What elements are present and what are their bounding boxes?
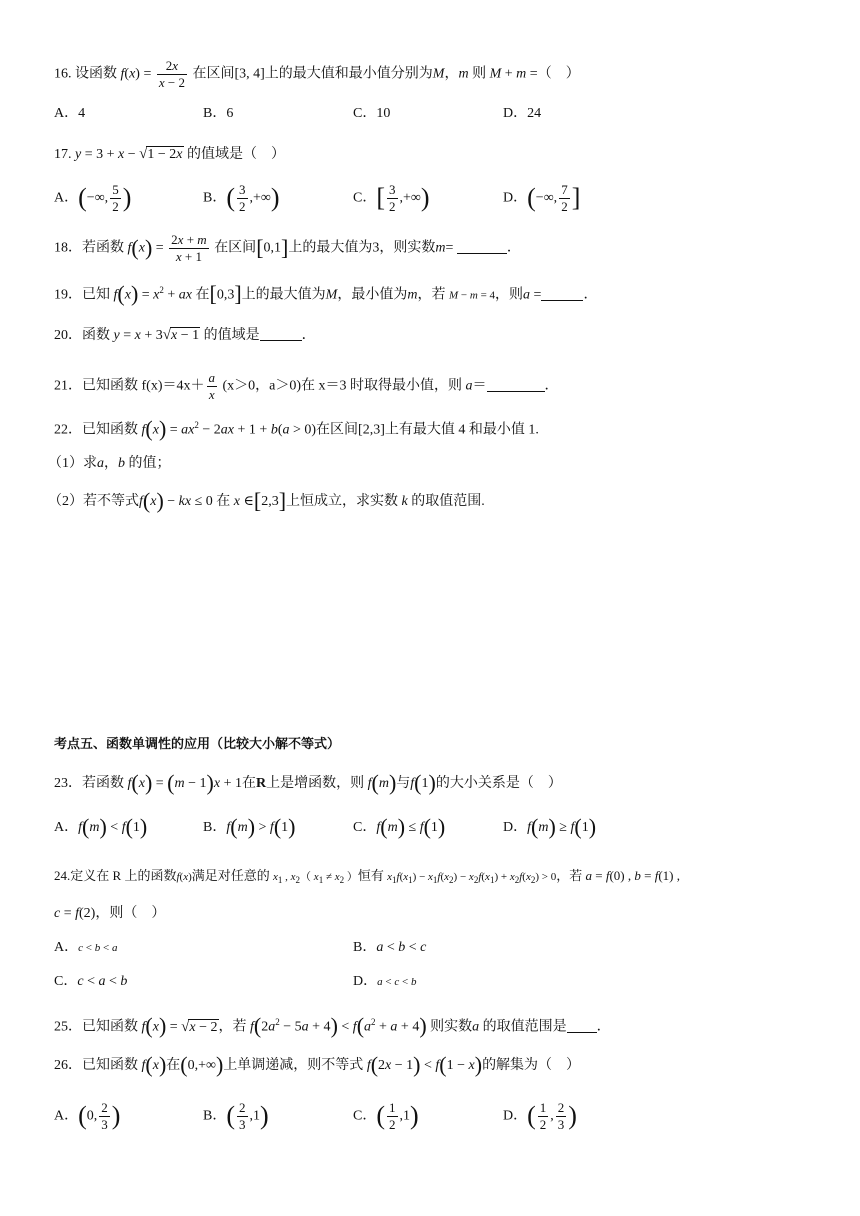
question-25: 25．已知函数 f(x) = √x − 2，若 $f(2a^2 - 5a + 4) < f(a^2 + a + 4)$ 则实数a 的取值范围是 ．	[54, 1013, 611, 1039]
question-26: 26．已知函数 f(x)在(0,+∞)上单调递减，则不等式 f(2x − 1) < f(1 − x)的解集为（ ）	[54, 1052, 581, 1077]
fraction: $\frac{2x}{x - 2}$	[158, 58, 185, 90]
question-19: 19．已知 $f(x) = x^2$ + ax 在[0,3]上的最大值为M，最小值为m，若 M − m = 4，则a = ．	[54, 281, 598, 307]
option-d: D．(−∞, $\frac{7}{2}$ ]	[503, 182, 581, 214]
option-c: C．( $\frac{1}{2}$ ,1)	[353, 1100, 419, 1132]
option-a: A．(−∞, $\frac{5}{2}$ )	[54, 182, 132, 214]
question-16: 16. 设函数 f(x) = $\frac{2x}{x - 2}$ 在区间[3, 4]上的最大值和最小值分别为M，m 则 M + m =（ ）	[54, 58, 580, 90]
option-c: C．c < a < b	[54, 974, 128, 989]
option-c: C．f(m) ≤ f(1)	[353, 814, 446, 839]
option-a: A．f(m) < f(1)	[54, 814, 148, 839]
option-d: D．( $\frac{1}{2}$ , $\frac{2}{3}$ )	[503, 1100, 577, 1132]
question-23: 23．若函数 f(x) = (m − 1)x + 1在R上是增函数，则 f(m)与f(1)的大小关系是（ ）	[54, 770, 562, 795]
option-a: A．4	[54, 106, 86, 121]
option-b: B．a < b < c	[353, 940, 427, 955]
question-24: 24.定义在 R 上的函数f(x)满足对任意的 $x_1$ , $x_2$（ $x_1 \ne x_2$ ）恒有 $x_1f(x_1) - x_1f(x_2) - x_2f(x_1) + x_2f(x_2) > 0$，若 a = f(0) , b = f(1) ,	[54, 868, 680, 886]
option-b: B．6	[203, 106, 234, 121]
option-b: B．( $\frac{3}{2}$ ,+∞)	[203, 182, 280, 214]
question-22-part-2: （2）若不等式f(x) − kx ≤ 0 在 x ∈[2,3]上恒成立，求实数 k 的取值范围.	[48, 488, 485, 513]
option-c: C．10	[353, 106, 391, 121]
option-d: D．f(m) ≥ f(1)	[503, 814, 597, 839]
question-22: 22．已知函数 $f(x) = ax^2 - 2ax + 1 + b(a > 0)$在区间[2,3]上有最大值 4 和最小值 1.	[54, 416, 539, 442]
question-17: 17. y = 3 + x − √1 − 2x 的值域是（ ）	[54, 146, 285, 162]
option-a: A．(0, $\frac{2}{3}$ )	[54, 1100, 121, 1132]
option-b: B．f(m) > f(1)	[203, 814, 296, 839]
question-22-part-1: （1）求a，b 的值；	[48, 456, 171, 471]
option-d: D．24	[503, 106, 542, 121]
question-18: 18．若函数 f(x) = $\frac{2x + m}{x + 1}$ 在区间[0,1]上的最大值为3，则实数m= ．	[54, 232, 521, 264]
option-b: B．( $\frac{2}{3}$ ,1)	[203, 1100, 269, 1132]
option-d: D．a < c < b	[353, 974, 417, 989]
question-24-line-2: c = f(2)，则（ ）	[54, 906, 166, 921]
option-a: A．c < b < a	[54, 940, 118, 955]
section-heading: 考点五、函数单调性的应用（比较大小解不等式）	[54, 737, 341, 752]
option-c: C．[ $\frac{3}{2}$ ,+∞)	[353, 182, 430, 214]
question-20: 20．函数 y = x + 3√x − 1 的值域是 ．	[54, 327, 316, 343]
question-21: 21．已知函数 f(x)＝4x＋ $\frac{a}{x}$ (x＞0，a＞0)在 x＝3 时取得最小值，则 a＝ ．	[54, 370, 559, 402]
